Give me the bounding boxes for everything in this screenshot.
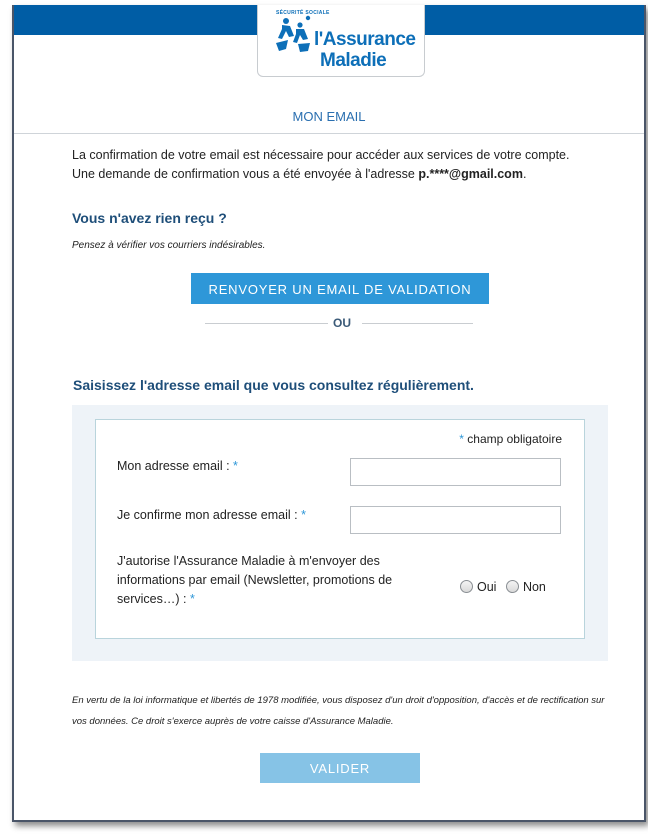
required-field-note [459,432,562,446]
title-divider [14,133,644,134]
required-star: * [459,432,464,446]
or-divider-right [362,323,473,324]
intro-line-1: La confirmation de votre email est nécessaire pour accéder aux services de votre compte. [72,148,570,162]
validate-button[interactable]: VALIDER [260,753,420,783]
logo-text-line1: l'Assurance [314,29,416,50]
family-figures-icon [272,9,316,61]
enter-email-heading: Saisissez l'adresse email que vous consultez régulièrement. [73,377,474,393]
resend-email-button[interactable]: RENVOYER UN EMAIL DE VALIDATION [191,273,489,304]
confirm-email-label-text: Je confirme mon adresse email : [117,508,302,522]
email-label [117,457,238,476]
newsletter-consent-radios [460,580,552,594]
legal-notice: En vertu de la loi informatique et libertés de 1978 modifiée, vous disposez d'un droit d'opposition, d'accès et de rectification sur vos données. Ce droit s'exerce auprès de votre caisse d'Assurance Maladie. [72,695,605,727]
consent-no-radio[interactable] [506,580,519,593]
page-title: MON EMAIL [292,109,366,124]
consent-yes-radio[interactable] [460,580,473,593]
intro-line-2 [72,165,569,184]
required-note-text: champ obligatoire [463,432,562,446]
logo-text-line2: Maladie [320,50,387,71]
assurance-maladie-logo[interactable] [257,5,425,77]
confirm-email-label [117,506,306,525]
email-input[interactable] [350,458,561,486]
intro-line-2-suffix: . [522,167,527,181]
required-star: * [189,592,195,606]
masked-email: p.****@gmail.com [418,167,523,181]
consent-no-label[interactable]: Non [522,580,546,594]
confirm-email-input[interactable] [350,506,561,534]
or-separator: OU [333,316,351,330]
page-frame [12,5,646,822]
not-received-heading: Vous n'avez rien reçu ? [72,210,227,226]
intro-line-2-prefix: Une demande de confirmation vous a été envoyée à l'adresse [72,167,419,181]
intro-text [72,146,569,184]
consent-yes-label[interactable]: Oui [477,580,497,594]
logo-tagline: SÉCURITÉ SOCIALE [276,10,330,16]
required-star: * [301,508,306,522]
or-divider-left [205,323,328,324]
spam-hint: Pensez à vérifier vos courriers indésirables. [72,240,266,251]
required-star: * [233,459,238,473]
email-label-text: Mon adresse email : [117,459,234,473]
email-form-panel [72,405,608,661]
newsletter-consent-text: J'autorise l'Assurance Maladie à m'envoyer des informations par email (Newsletter, promotions de services…) : [117,554,393,606]
email-form [95,419,585,639]
newsletter-consent-label [117,552,412,609]
